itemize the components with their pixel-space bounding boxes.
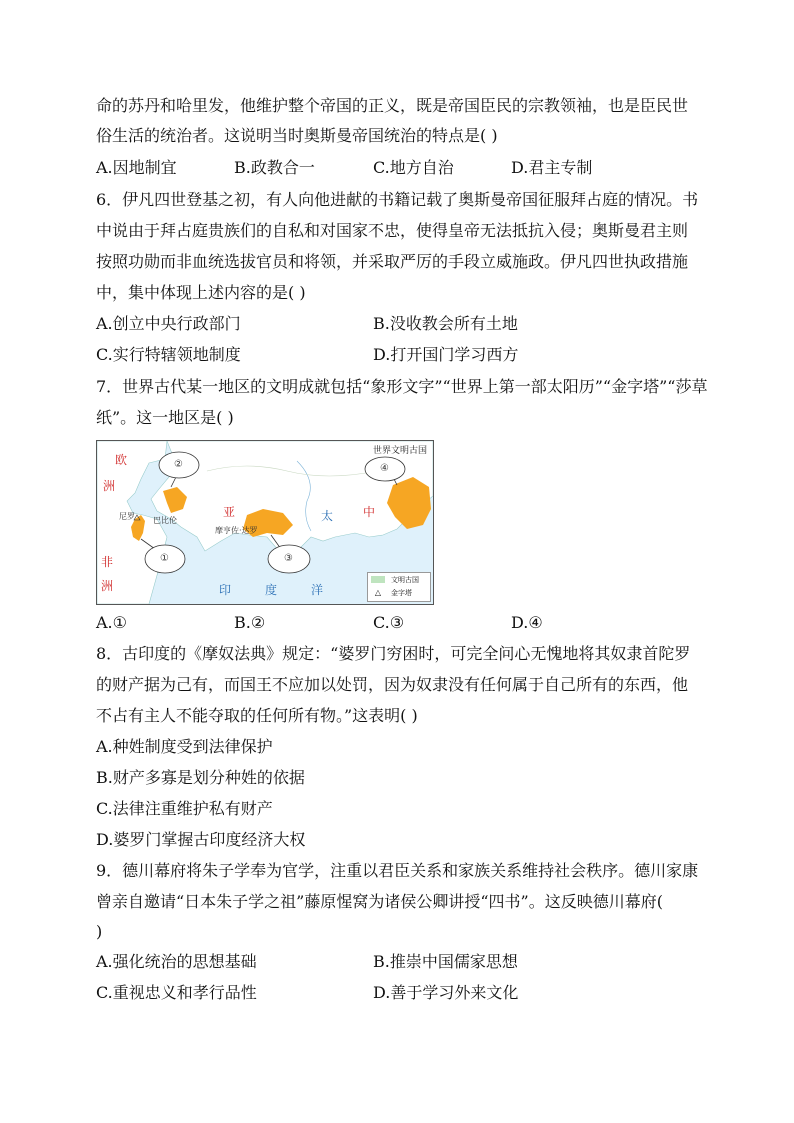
label-mohenjo: 摩亨佐·达罗 xyxy=(215,526,258,535)
q9-stem: 9．德川幕府将朱子学奉为官学，注重以君臣关系和家族关系维持社会秩序。德川家康 xyxy=(96,861,699,880)
q6-stem: 按照功勋而非血统选拔官员和将领，并采取严厉的手段立威施政。伊凡四世执政措施 xyxy=(96,252,689,271)
q9-option-d[interactable]: D.善于学习外来文化 xyxy=(373,983,519,1002)
q7-option-b[interactable]: B.② xyxy=(234,613,266,632)
q5-option-d[interactable]: D.君主专制 xyxy=(511,158,593,177)
q8-option-b[interactable]: B.财产多寡是划分种姓的依据 xyxy=(96,768,305,787)
q8-stem: 的财产据为己有，而国王不应加以处罚，因为奴隶没有任何属于自己所有的东西，他 xyxy=(96,675,689,694)
label-europe: 洲 xyxy=(103,479,116,493)
legend-pyramid-label: 金字塔 xyxy=(391,588,412,597)
triangle-icon: △ xyxy=(374,588,382,597)
q7-option-a[interactable]: A.① xyxy=(96,613,127,632)
text-line: 俗生活的统治者。这说明当时奥斯曼帝国统治的特点是( ) xyxy=(96,126,498,145)
q9-stem: 曾亲自邀请“日本朱子学之祖”藤原惺窝为诸侯公卿讲授“四书”。这反映德川幕府( xyxy=(96,892,663,911)
q8-option-d[interactable]: D.婆罗门掌握古印度经济大权 xyxy=(96,830,306,849)
q8-option-c[interactable]: C.法律注重维护私有财产 xyxy=(96,799,273,818)
label-indian-ocean: 洋 xyxy=(311,583,324,597)
q5-option-a[interactable]: A.因地制宜 xyxy=(96,158,177,177)
q9-option-b[interactable]: B.推崇中国儒家思想 xyxy=(373,952,518,971)
q5-option-b[interactable]: B.政教合一 xyxy=(234,158,315,177)
q9-option-a[interactable]: A.强化统治的思想基础 xyxy=(96,952,257,971)
label-africa: 洲 xyxy=(101,579,114,593)
q6-option-b[interactable]: B.没收教会所有土地 xyxy=(373,314,518,333)
q7-stem: 7．世界古代某一地区的文明成就包括“象形文字”“世界上第一部太阳历”“金字塔”“莎草 xyxy=(96,377,708,396)
legend-civ-label: 文明古国 xyxy=(391,575,419,584)
q6-option-c[interactable]: C.实行特辖领地制度 xyxy=(96,345,241,364)
callout-4-label: ④ xyxy=(380,463,389,474)
label-babylon: 巴比伦 xyxy=(153,516,177,525)
text-line: 命的苏丹和哈里发，他维护整个帝国的正义，既是帝国臣民的宗教领袖，也是臣民世 xyxy=(96,96,689,115)
label-pacific: 太 xyxy=(321,509,334,523)
label-china: 中 xyxy=(363,505,376,519)
q8-stem: 8．古印度的《摩奴法典》规定：“婆罗门穷困时，可完全问心无愧地将其奴隶首陀罗 xyxy=(96,644,691,663)
q7-option-c[interactable]: C.③ xyxy=(373,613,405,632)
q6-option-a[interactable]: A.创立中央行政部门 xyxy=(96,314,241,333)
label-europe: 欧 xyxy=(115,453,128,467)
q7-stem: 纸”。这一地区是( ) xyxy=(96,408,234,427)
callout-2-label: ② xyxy=(174,459,183,470)
map-title: 世界文明古国 xyxy=(371,443,429,456)
q6-stem: 中说由于拜占庭贵族们的自私和对国家不忠，使得皇帝无法抵抗入侵；奥斯曼君主则 xyxy=(96,221,689,240)
q9-stem: ) xyxy=(96,922,103,941)
q6-stem: 中，集中体现上述内容的是( ) xyxy=(96,283,306,302)
q6-option-d[interactable]: D.打开国门学习西方 xyxy=(373,345,519,364)
callout-1-label: ① xyxy=(160,553,169,564)
q7-option-d[interactable]: D.④ xyxy=(511,613,543,632)
map-legend xyxy=(367,572,431,602)
label-nile: 尼罗 xyxy=(119,512,135,521)
q5-option-c[interactable]: C.地方自治 xyxy=(373,158,454,177)
q9-option-c[interactable]: C.重视忠义和孝行品性 xyxy=(96,983,257,1002)
q8-option-a[interactable]: A.种姓制度受到法律保护 xyxy=(96,737,273,756)
q6-stem: 6．伊凡四世登基之初，有人向他进献的书籍记载了奥斯曼帝国征服拜占庭的情况。书 xyxy=(96,190,699,209)
ancient-civilizations-map xyxy=(96,440,434,605)
q8-stem: 不占有主人不能夺取的任何所有物。”这表明( ) xyxy=(96,706,418,725)
label-indian-ocean: 印 xyxy=(219,583,232,597)
label-africa: 非 xyxy=(101,555,114,569)
label-asia: 亚 xyxy=(223,505,236,519)
legend-swatch xyxy=(371,576,385,583)
callout-3-label: ③ xyxy=(284,553,293,564)
label-indian-ocean: 度 xyxy=(265,583,278,597)
